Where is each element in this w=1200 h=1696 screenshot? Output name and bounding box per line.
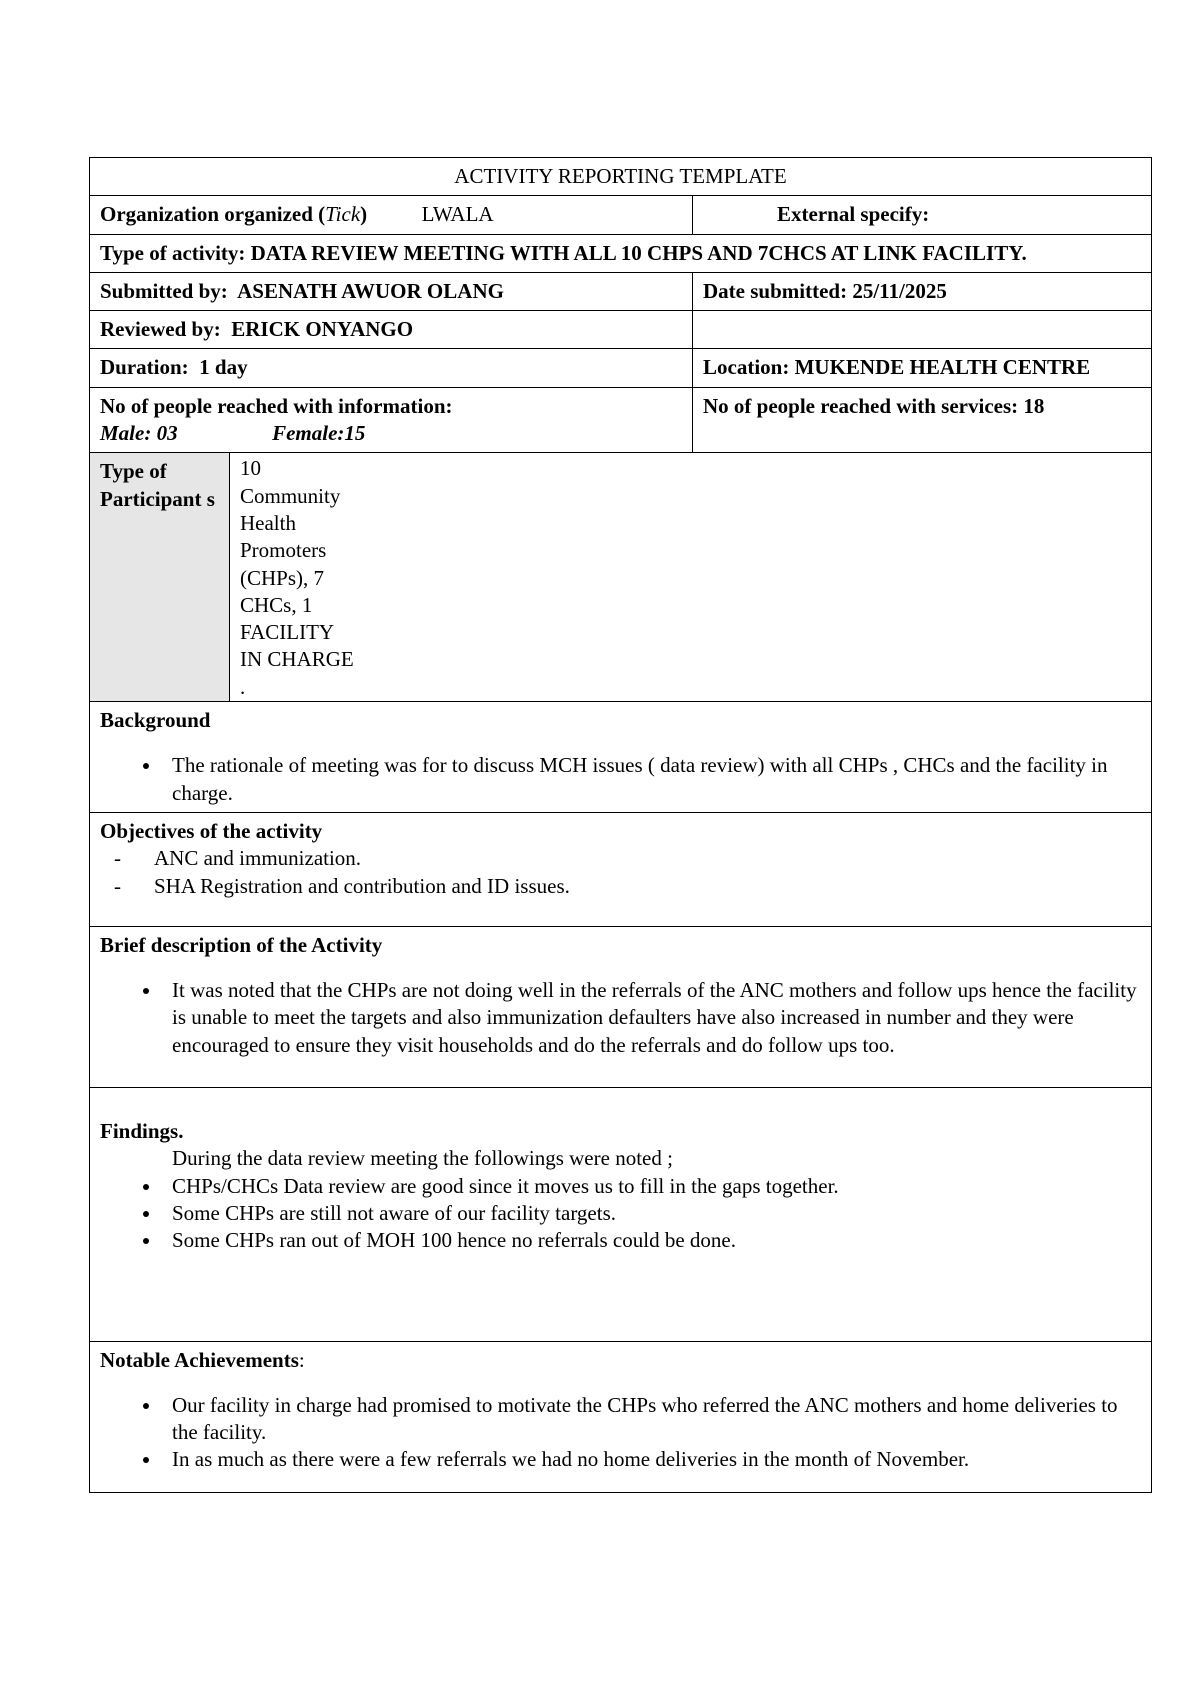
description-item: • It was noted that the CHPs are not doing well in the referrals of the ANC mothers and follow ups hence the facility is unable to meet the targets and also immunization defaulters have also increased in number and they were encouraged to ensure they visit households and do the referrals and do follow ups too. bbox=[162, 977, 1141, 1059]
activity-row bbox=[90, 234, 1152, 272]
submitted-by-label: Submitted by: bbox=[100, 278, 228, 303]
duration-row bbox=[90, 349, 1152, 387]
objectives-heading: Objectives of the activity bbox=[100, 818, 323, 843]
finding-item: • Some CHPs ran out of MOH 100 hence no referrals could be done. bbox=[162, 1227, 1141, 1254]
description-row bbox=[90, 926, 1152, 1087]
background-item: • The rationale of meeting was for to discuss MCH issues ( data review) with all CHPs , CHCs and the facility in charge. bbox=[162, 752, 1141, 807]
activity-type-value: DATA REVIEW MEETING WITH ALL 10 CHPS AND 7CHCS AT LINK FACILITY. bbox=[250, 240, 1027, 265]
findings-intro: During the data review meeting the followings were noted ; bbox=[172, 1146, 673, 1171]
title-row bbox=[90, 158, 1152, 196]
participant-line: (CHPs), 7 bbox=[240, 565, 325, 590]
location-label: Location: bbox=[703, 355, 790, 380]
objectives-row bbox=[90, 812, 1152, 926]
reviewed-by-value: ERICK ONYANGO bbox=[231, 317, 414, 342]
participant-line: Promoters bbox=[240, 538, 327, 563]
date-submitted-label: Date submitted: bbox=[703, 278, 848, 303]
info-reached-label: No of people reached with information: bbox=[100, 393, 453, 418]
male-count: Male: 03 bbox=[100, 421, 178, 446]
report-table bbox=[89, 157, 1152, 1493]
org-label: Organization organized ( bbox=[100, 202, 326, 227]
reviewed-by-label: Reviewed by: bbox=[100, 317, 221, 342]
participants-value bbox=[230, 453, 1152, 702]
participant-line: IN CHARGE bbox=[240, 647, 354, 672]
participant-line: FACILITY bbox=[240, 620, 335, 645]
participant-line: CHCs, 1 bbox=[240, 592, 313, 617]
services-reached-label: No of people reached with services: bbox=[703, 393, 1019, 418]
submitted-row bbox=[90, 272, 1152, 310]
activity-type-label: Type of activity: bbox=[100, 240, 246, 265]
achievement-item: • Our facility in charge had promised to motivate the CHPs who referred the ANC mothers and home deliveries to the facility. bbox=[162, 1392, 1141, 1447]
background-row bbox=[90, 702, 1152, 813]
page-title: ACTIVITY REPORTING TEMPLATE bbox=[90, 158, 1152, 196]
finding-item: • CHPs/CHCs Data review are good since it moves us to fill in the gaps together. bbox=[162, 1173, 1141, 1200]
findings-heading: Findings. bbox=[100, 1119, 184, 1144]
participants-label: Type of Participant s bbox=[90, 453, 230, 702]
org-close: ) bbox=[360, 202, 368, 227]
objective-item: - ANC and immunization. bbox=[114, 845, 1141, 872]
duration-value: 1 day bbox=[199, 355, 248, 380]
services-reached-value: 18 bbox=[1023, 393, 1045, 418]
org-value: LWALA bbox=[421, 202, 494, 227]
participant-line: 10 bbox=[240, 456, 261, 481]
location-value: MUKENDE HEALTH CENTRE bbox=[794, 355, 1091, 380]
organization-row bbox=[90, 196, 1152, 234]
finding-item: • Some CHPs are still not aware of our facility targets. bbox=[162, 1200, 1141, 1227]
participants-row bbox=[90, 453, 1152, 702]
achievements-colon: : bbox=[298, 1347, 305, 1372]
participant-line: Health bbox=[240, 510, 296, 535]
duration-label: Duration: bbox=[100, 355, 189, 380]
objective-item: - SHA Registration and contribution and ID issues. bbox=[114, 873, 1141, 900]
findings-row bbox=[90, 1088, 1152, 1341]
submitted-by-value: ASENATH AWUOR OLANG bbox=[237, 278, 504, 303]
background-heading: Background bbox=[100, 708, 211, 733]
date-submitted-value: 25/11/2025 bbox=[852, 278, 947, 303]
achievements-row bbox=[90, 1341, 1152, 1492]
achievement-item: • In as much as there were a few referrals we had no home deliveries in the month of November. bbox=[162, 1446, 1141, 1473]
female-count: Female:15 bbox=[272, 421, 366, 446]
achievements-heading: Notable Achievements bbox=[100, 1347, 299, 1372]
participant-line: . bbox=[240, 674, 246, 699]
report-page bbox=[89, 157, 1151, 1493]
description-heading: Brief description of the Activity bbox=[100, 932, 383, 957]
external-specify-label: External specify: bbox=[693, 196, 1152, 234]
empty-cell bbox=[693, 311, 1152, 349]
participant-line: Community bbox=[240, 483, 341, 508]
tick-label: Tick bbox=[325, 202, 361, 227]
reach-row bbox=[90, 387, 1152, 453]
reviewed-row bbox=[90, 311, 1152, 349]
